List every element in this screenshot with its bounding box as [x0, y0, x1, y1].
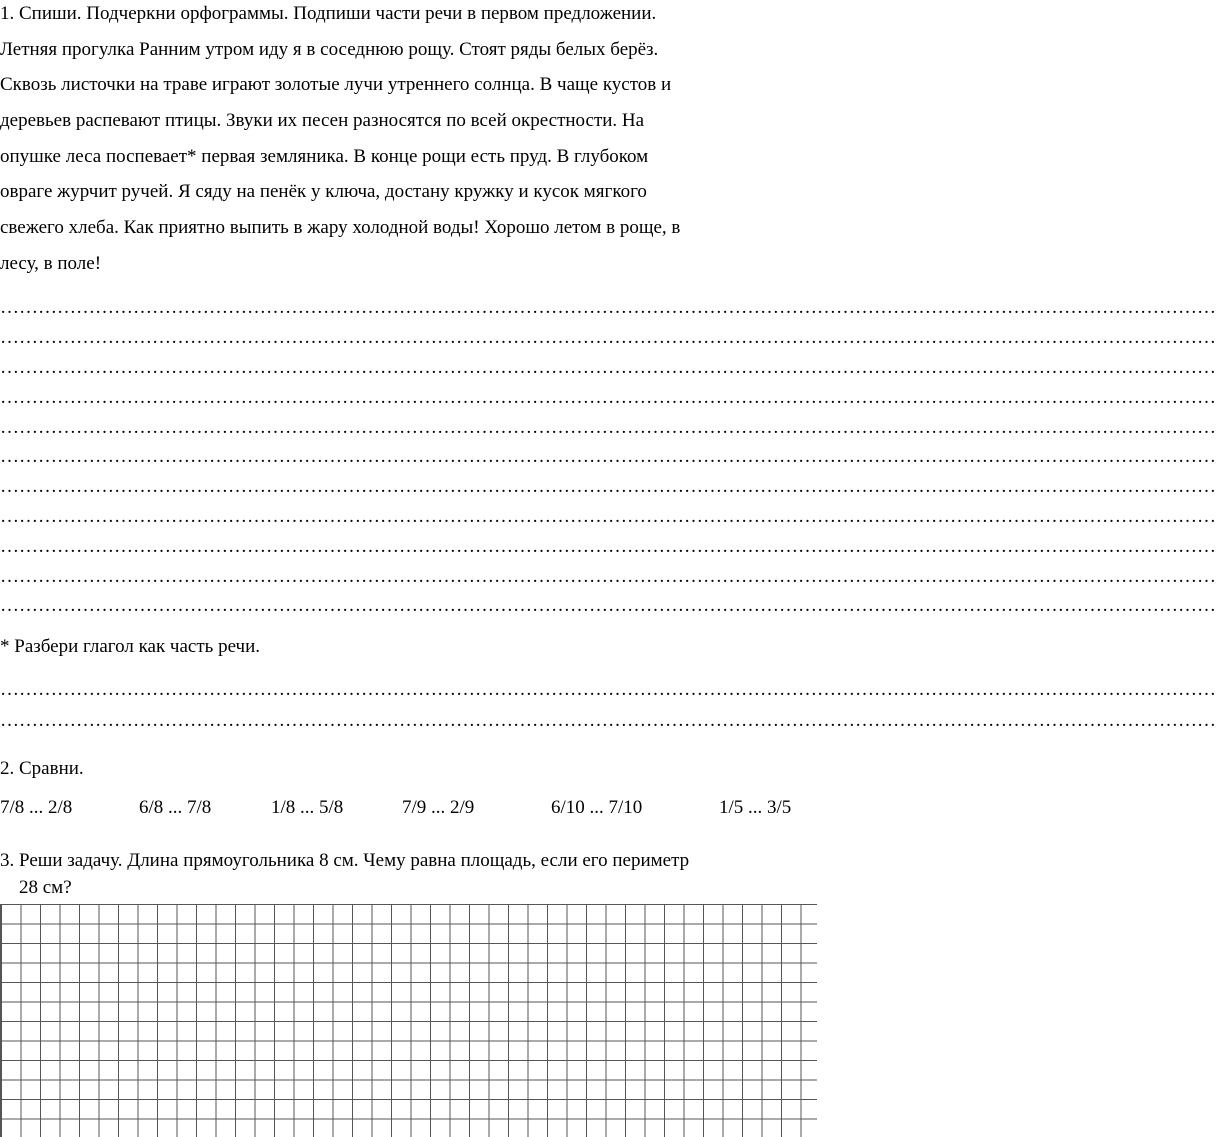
comparison-item: 6/10 ... 7/10	[551, 797, 643, 818]
writing-line[interactable]: …………………………………………………………………………………………………………………………………………………………………………	[0, 417, 1216, 438]
footnote-text: * Разбери глагол как часть речи.	[0, 636, 260, 657]
writing-line[interactable]: …………………………………………………………………………………………………………………………………………………………………………	[0, 679, 1216, 700]
writing-line[interactable]: …………………………………………………………………………………………………………………………………………………………………………	[0, 387, 1216, 408]
task2-heading: 2. Сравни.	[0, 758, 84, 779]
task3-heading: 3. Реши задачу. Длина прямоугольника 8 см. Чему равна площадь, если его периметр	[0, 850, 690, 871]
writing-line[interactable]: …………………………………………………………………………………………………………………………………………………………………………	[0, 595, 1216, 616]
comparison-item: 1/8 ... 5/8	[271, 797, 344, 818]
writing-line[interactable]: …………………………………………………………………………………………………………………………………………………………………………	[0, 536, 1216, 557]
text-line-2: Сквозь листочки на траве играют золотые лучи утреннего солнца. В чаще кустов и	[0, 74, 672, 95]
text-line-5: овраге журчит ручей. Я сяду на пенёк у ключа, достану кружку и кусок мягкого	[0, 181, 647, 202]
task3-heading-continued: 28 см?	[19, 877, 72, 898]
comparison-item: 1/5 ... 3/5	[719, 797, 792, 818]
writing-line[interactable]: …………………………………………………………………………………………………………………………………………………………………………	[0, 476, 1216, 497]
text-line-7: лесу, в поле!	[0, 253, 102, 274]
comparison-row	[0, 797, 816, 823]
text-line-6: свежего хлеба. Как приятно выпить в жару холодной воды! Хорошо летом в роще, в	[0, 217, 681, 238]
writing-line[interactable]: …………………………………………………………………………………………………………………………………………………………………………	[0, 357, 1216, 378]
writing-line[interactable]: …………………………………………………………………………………………………………………………………………………………………………	[0, 446, 1216, 467]
writing-line[interactable]: …………………………………………………………………………………………………………………………………………………………………………	[0, 297, 1216, 318]
comparison-item: 6/8 ... 7/8	[139, 797, 212, 818]
text-line-3: деревьев распевают птицы. Звуки их песен разносятся по всей окрестности. На	[0, 110, 645, 131]
writing-line[interactable]: …………………………………………………………………………………………………………………………………………………………………………	[0, 327, 1216, 348]
writing-line[interactable]: …………………………………………………………………………………………………………………………………………………………………………	[0, 710, 1216, 731]
writing-line[interactable]: …………………………………………………………………………………………………………………………………………………………………………	[0, 566, 1216, 587]
comparison-item: 7/9 ... 2/9	[402, 797, 475, 818]
writing-line[interactable]: …………………………………………………………………………………………………………………………………………………………………………	[0, 506, 1216, 527]
comparison-item: 7/8 ... 2/8	[0, 797, 73, 818]
text-line-4: опушке леса поспевает* первая земляника. В конце рощи есть пруд. В глубоком	[0, 146, 649, 167]
solution-grid[interactable]	[0, 904, 817, 1137]
text-line-1: Летняя прогулка Ранним утром иду я в соседнюю рощу. Стоят ряды белых берёз.	[0, 39, 659, 60]
task1-heading: 1. Спиши. Подчеркни орфограммы. Подпиши части речи в первом предложении.	[0, 3, 657, 24]
